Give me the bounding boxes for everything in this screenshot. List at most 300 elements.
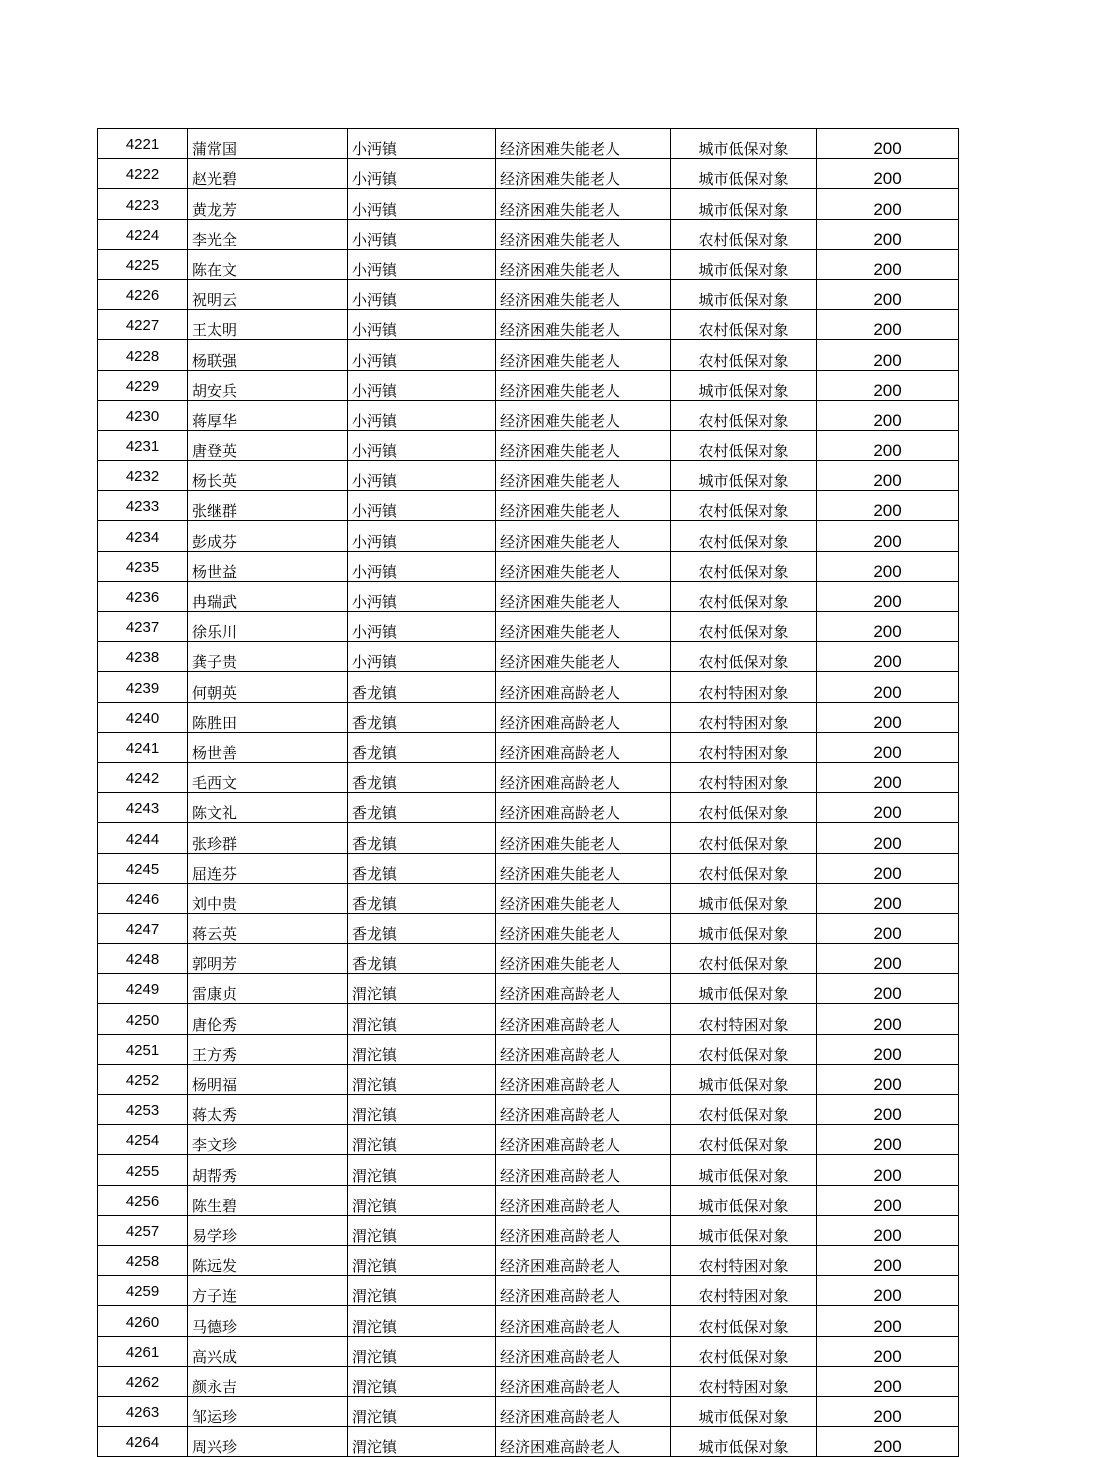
recipient-type-cell: 农村低保对象 xyxy=(671,1125,817,1155)
row-number-cell: 4233 xyxy=(98,491,188,521)
category-cell: 经济困难失能老人 xyxy=(496,340,671,370)
table-row xyxy=(98,1155,959,1185)
amount-cell: 200 xyxy=(817,1155,959,1185)
recipient-type-cell: 农村低保对象 xyxy=(671,944,817,974)
amount-cell: 200 xyxy=(817,1366,959,1396)
town-cell: 香龙镇 xyxy=(348,672,496,702)
table-row xyxy=(98,1185,959,1215)
amount-cell: 200 xyxy=(817,913,959,943)
town-cell: 渭沱镇 xyxy=(348,1245,496,1275)
row-number-cell: 4243 xyxy=(98,793,188,823)
category-cell: 经济困难高龄老人 xyxy=(496,762,671,792)
name-cell: 陈生碧 xyxy=(188,1185,348,1215)
category-cell: 经济困难失能老人 xyxy=(496,491,671,521)
category-cell: 经济困难失能老人 xyxy=(496,823,671,853)
town-cell: 香龙镇 xyxy=(348,944,496,974)
table-row xyxy=(98,1215,959,1245)
table-row xyxy=(98,732,959,762)
name-cell: 蒋云英 xyxy=(188,913,348,943)
recipient-type-cell: 城市低保对象 xyxy=(671,461,817,491)
row-number-cell: 4223 xyxy=(98,189,188,219)
category-cell: 经济困难高龄老人 xyxy=(496,732,671,762)
name-cell: 王太明 xyxy=(188,310,348,340)
category-cell: 经济困难失能老人 xyxy=(496,430,671,460)
table-row xyxy=(98,340,959,370)
recipient-type-cell: 城市低保对象 xyxy=(671,1064,817,1094)
name-cell: 何朝英 xyxy=(188,672,348,702)
name-cell: 彭成芬 xyxy=(188,521,348,551)
recipient-type-cell: 城市低保对象 xyxy=(671,913,817,943)
row-number-cell: 4259 xyxy=(98,1276,188,1306)
town-cell: 小沔镇 xyxy=(348,159,496,189)
amount-cell: 200 xyxy=(817,581,959,611)
town-cell: 小沔镇 xyxy=(348,370,496,400)
table-row xyxy=(98,279,959,309)
recipient-type-cell: 农村低保对象 xyxy=(671,581,817,611)
town-cell: 小沔镇 xyxy=(348,491,496,521)
town-cell: 小沔镇 xyxy=(348,461,496,491)
table-row xyxy=(98,400,959,430)
category-cell: 经济困难失能老人 xyxy=(496,521,671,551)
town-cell: 小沔镇 xyxy=(348,430,496,460)
row-number-cell: 4222 xyxy=(98,159,188,189)
amount-cell: 200 xyxy=(817,883,959,913)
amount-cell: 200 xyxy=(817,1336,959,1366)
amount-cell: 200 xyxy=(817,1276,959,1306)
name-cell: 毛西文 xyxy=(188,762,348,792)
name-cell: 刘中贵 xyxy=(188,883,348,913)
amount-cell: 200 xyxy=(817,521,959,551)
amount-cell: 200 xyxy=(817,1215,959,1245)
town-cell: 小沔镇 xyxy=(348,189,496,219)
name-cell: 杨联强 xyxy=(188,340,348,370)
category-cell: 经济困难失能老人 xyxy=(496,279,671,309)
row-number-cell: 4253 xyxy=(98,1095,188,1125)
table-row xyxy=(98,1095,959,1125)
table-row xyxy=(98,913,959,943)
row-number-cell: 4234 xyxy=(98,521,188,551)
category-cell: 经济困难失能老人 xyxy=(496,159,671,189)
category-cell: 经济困难高龄老人 xyxy=(496,974,671,1004)
subsidy-table xyxy=(97,128,959,1457)
category-cell: 经济困难高龄老人 xyxy=(496,1427,671,1457)
row-number-cell: 4225 xyxy=(98,249,188,279)
town-cell: 渭沱镇 xyxy=(348,1125,496,1155)
table-row xyxy=(98,1396,959,1426)
name-cell: 马德珍 xyxy=(188,1306,348,1336)
category-cell: 经济困难失能老人 xyxy=(496,219,671,249)
amount-cell: 200 xyxy=(817,370,959,400)
table-row xyxy=(98,762,959,792)
recipient-type-cell: 农村低保对象 xyxy=(671,219,817,249)
table-row xyxy=(98,883,959,913)
amount-cell: 200 xyxy=(817,642,959,672)
town-cell: 渭沱镇 xyxy=(348,1155,496,1185)
name-cell: 张珍群 xyxy=(188,823,348,853)
amount-cell: 200 xyxy=(817,1245,959,1275)
town-cell: 渭沱镇 xyxy=(348,1306,496,1336)
row-number-cell: 4242 xyxy=(98,762,188,792)
table-row xyxy=(98,370,959,400)
amount-cell: 200 xyxy=(817,1004,959,1034)
recipient-type-cell: 农村低保对象 xyxy=(671,612,817,642)
town-cell: 渭沱镇 xyxy=(348,1336,496,1366)
row-number-cell: 4264 xyxy=(98,1427,188,1457)
town-cell: 小沔镇 xyxy=(348,521,496,551)
table-row xyxy=(98,581,959,611)
name-cell: 蒋厚华 xyxy=(188,400,348,430)
amount-cell: 200 xyxy=(817,793,959,823)
amount-cell: 200 xyxy=(817,1095,959,1125)
table-row xyxy=(98,793,959,823)
row-number-cell: 4263 xyxy=(98,1396,188,1426)
town-cell: 渭沱镇 xyxy=(348,1064,496,1094)
town-cell: 渭沱镇 xyxy=(348,1396,496,1426)
town-cell: 小沔镇 xyxy=(348,279,496,309)
row-number-cell: 4238 xyxy=(98,642,188,672)
recipient-type-cell: 农村特困对象 xyxy=(671,672,817,702)
town-cell: 香龙镇 xyxy=(348,793,496,823)
amount-cell: 200 xyxy=(817,702,959,732)
row-number-cell: 4248 xyxy=(98,944,188,974)
table-row xyxy=(98,1336,959,1366)
town-cell: 小沔镇 xyxy=(348,340,496,370)
row-number-cell: 4224 xyxy=(98,219,188,249)
recipient-type-cell: 城市低保对象 xyxy=(671,883,817,913)
town-cell: 渭沱镇 xyxy=(348,1366,496,1396)
table-row xyxy=(98,1427,959,1457)
amount-cell: 200 xyxy=(817,1125,959,1155)
recipient-type-cell: 城市低保对象 xyxy=(671,279,817,309)
row-number-cell: 4255 xyxy=(98,1155,188,1185)
recipient-type-cell: 城市低保对象 xyxy=(671,1185,817,1215)
recipient-type-cell: 农村低保对象 xyxy=(671,642,817,672)
amount-cell: 200 xyxy=(817,1034,959,1064)
recipient-type-cell: 农村特困对象 xyxy=(671,1366,817,1396)
row-number-cell: 4261 xyxy=(98,1336,188,1366)
amount-cell: 200 xyxy=(817,189,959,219)
amount-cell: 200 xyxy=(817,551,959,581)
category-cell: 经济困难失能老人 xyxy=(496,551,671,581)
category-cell: 经济困难失能老人 xyxy=(496,461,671,491)
town-cell: 小沔镇 xyxy=(348,581,496,611)
table-row xyxy=(98,1064,959,1094)
table-row xyxy=(98,642,959,672)
category-cell: 经济困难失能老人 xyxy=(496,612,671,642)
table-row xyxy=(98,974,959,1004)
row-number-cell: 4230 xyxy=(98,400,188,430)
name-cell: 陈在文 xyxy=(188,249,348,279)
table-row xyxy=(98,944,959,974)
name-cell: 冉瑞武 xyxy=(188,581,348,611)
amount-cell: 200 xyxy=(817,1427,959,1457)
name-cell: 赵光碧 xyxy=(188,159,348,189)
table-row xyxy=(98,521,959,551)
table-row xyxy=(98,702,959,732)
category-cell: 经济困难高龄老人 xyxy=(496,1064,671,1094)
recipient-type-cell: 城市低保对象 xyxy=(671,974,817,1004)
amount-cell: 200 xyxy=(817,461,959,491)
amount-cell: 200 xyxy=(817,279,959,309)
table-row xyxy=(98,430,959,460)
row-number-cell: 4260 xyxy=(98,1306,188,1336)
recipient-type-cell: 农村低保对象 xyxy=(671,1095,817,1125)
amount-cell: 200 xyxy=(817,340,959,370)
category-cell: 经济困难高龄老人 xyxy=(496,1306,671,1336)
category-cell: 经济困难失能老人 xyxy=(496,370,671,400)
town-cell: 小沔镇 xyxy=(348,642,496,672)
row-number-cell: 4257 xyxy=(98,1215,188,1245)
town-cell: 小沔镇 xyxy=(348,310,496,340)
category-cell: 经济困难高龄老人 xyxy=(496,1215,671,1245)
town-cell: 渭沱镇 xyxy=(348,1276,496,1306)
name-cell: 陈文礼 xyxy=(188,793,348,823)
name-cell: 胡安兵 xyxy=(188,370,348,400)
table-row xyxy=(98,672,959,702)
recipient-type-cell: 农村低保对象 xyxy=(671,1034,817,1064)
town-cell: 香龙镇 xyxy=(348,732,496,762)
amount-cell: 200 xyxy=(817,823,959,853)
name-cell: 唐登英 xyxy=(188,430,348,460)
recipient-type-cell: 农村低保对象 xyxy=(671,793,817,823)
recipient-type-cell: 农村低保对象 xyxy=(671,1336,817,1366)
amount-cell: 200 xyxy=(817,1396,959,1426)
name-cell: 周兴珍 xyxy=(188,1427,348,1457)
recipient-type-cell: 城市低保对象 xyxy=(671,1396,817,1426)
table-row xyxy=(98,461,959,491)
town-cell: 渭沱镇 xyxy=(348,1215,496,1245)
amount-cell: 200 xyxy=(817,1306,959,1336)
category-cell: 经济困难失能老人 xyxy=(496,310,671,340)
row-number-cell: 4240 xyxy=(98,702,188,732)
category-cell: 经济困难高龄老人 xyxy=(496,1004,671,1034)
town-cell: 渭沱镇 xyxy=(348,974,496,1004)
category-cell: 经济困难高龄老人 xyxy=(496,1034,671,1064)
row-number-cell: 4229 xyxy=(98,370,188,400)
row-number-cell: 4249 xyxy=(98,974,188,1004)
category-cell: 经济困难高龄老人 xyxy=(496,1336,671,1366)
recipient-type-cell: 农村低保对象 xyxy=(671,521,817,551)
name-cell: 郭明芳 xyxy=(188,944,348,974)
name-cell: 蒋太秀 xyxy=(188,1095,348,1125)
town-cell: 小沔镇 xyxy=(348,551,496,581)
table-row xyxy=(98,1004,959,1034)
town-cell: 小沔镇 xyxy=(348,400,496,430)
recipient-type-cell: 城市低保对象 xyxy=(671,249,817,279)
amount-cell: 200 xyxy=(817,1185,959,1215)
row-number-cell: 4231 xyxy=(98,430,188,460)
table-row xyxy=(98,249,959,279)
row-number-cell: 4244 xyxy=(98,823,188,853)
row-number-cell: 4239 xyxy=(98,672,188,702)
table-row xyxy=(98,129,959,159)
amount-cell: 200 xyxy=(817,400,959,430)
recipient-type-cell: 农村低保对象 xyxy=(671,551,817,581)
name-cell: 蒲常国 xyxy=(188,129,348,159)
town-cell: 香龙镇 xyxy=(348,883,496,913)
row-number-cell: 4254 xyxy=(98,1125,188,1155)
category-cell: 经济困难高龄老人 xyxy=(496,702,671,732)
amount-cell: 200 xyxy=(817,219,959,249)
row-number-cell: 4237 xyxy=(98,612,188,642)
recipient-type-cell: 城市低保对象 xyxy=(671,1155,817,1185)
category-cell: 经济困难失能老人 xyxy=(496,913,671,943)
town-cell: 渭沱镇 xyxy=(348,1185,496,1215)
amount-cell: 200 xyxy=(817,974,959,1004)
name-cell: 王方秀 xyxy=(188,1034,348,1064)
name-cell: 陈远发 xyxy=(188,1245,348,1275)
category-cell: 经济困难高龄老人 xyxy=(496,1185,671,1215)
table-row xyxy=(98,491,959,521)
row-number-cell: 4228 xyxy=(98,340,188,370)
name-cell: 李光全 xyxy=(188,219,348,249)
town-cell: 香龙镇 xyxy=(348,853,496,883)
row-number-cell: 4250 xyxy=(98,1004,188,1034)
table-row xyxy=(98,551,959,581)
name-cell: 屈连芬 xyxy=(188,853,348,883)
category-cell: 经济困难失能老人 xyxy=(496,853,671,883)
name-cell: 雷康贞 xyxy=(188,974,348,1004)
category-cell: 经济困难高龄老人 xyxy=(496,793,671,823)
recipient-type-cell: 城市低保对象 xyxy=(671,1215,817,1245)
name-cell: 张继群 xyxy=(188,491,348,521)
recipient-type-cell: 农村低保对象 xyxy=(671,1306,817,1336)
category-cell: 经济困难高龄老人 xyxy=(496,1245,671,1275)
table-row xyxy=(98,159,959,189)
town-cell: 渭沱镇 xyxy=(348,1427,496,1457)
table-body xyxy=(98,129,959,1457)
table-row xyxy=(98,823,959,853)
table-row xyxy=(98,1306,959,1336)
recipient-type-cell: 农村低保对象 xyxy=(671,853,817,883)
amount-cell: 200 xyxy=(817,129,959,159)
recipient-type-cell: 农村特困对象 xyxy=(671,1276,817,1306)
amount-cell: 200 xyxy=(817,310,959,340)
name-cell: 方子连 xyxy=(188,1276,348,1306)
amount-cell: 200 xyxy=(817,491,959,521)
amount-cell: 200 xyxy=(817,853,959,883)
table-row xyxy=(98,1125,959,1155)
category-cell: 经济困难高龄老人 xyxy=(496,1095,671,1125)
row-number-cell: 4235 xyxy=(98,551,188,581)
name-cell: 高兴成 xyxy=(188,1336,348,1366)
amount-cell: 200 xyxy=(817,249,959,279)
town-cell: 渭沱镇 xyxy=(348,1034,496,1064)
row-number-cell: 4246 xyxy=(98,883,188,913)
category-cell: 经济困难失能老人 xyxy=(496,129,671,159)
town-cell: 香龙镇 xyxy=(348,702,496,732)
category-cell: 经济困难失能老人 xyxy=(496,400,671,430)
row-number-cell: 4251 xyxy=(98,1034,188,1064)
row-number-cell: 4226 xyxy=(98,279,188,309)
row-number-cell: 4262 xyxy=(98,1366,188,1396)
row-number-cell: 4256 xyxy=(98,1185,188,1215)
name-cell: 杨世善 xyxy=(188,732,348,762)
recipient-type-cell: 城市低保对象 xyxy=(671,189,817,219)
row-number-cell: 4245 xyxy=(98,853,188,883)
row-number-cell: 4241 xyxy=(98,732,188,762)
town-cell: 渭沱镇 xyxy=(348,1004,496,1034)
name-cell: 杨明福 xyxy=(188,1064,348,1094)
category-cell: 经济困难失能老人 xyxy=(496,249,671,279)
town-cell: 渭沱镇 xyxy=(348,1095,496,1125)
name-cell: 颜永吉 xyxy=(188,1366,348,1396)
table-row xyxy=(98,612,959,642)
category-cell: 经济困难高龄老人 xyxy=(496,1366,671,1396)
town-cell: 香龙镇 xyxy=(348,762,496,792)
row-number-cell: 4236 xyxy=(98,581,188,611)
town-cell: 小沔镇 xyxy=(348,612,496,642)
category-cell: 经济困难高龄老人 xyxy=(496,1396,671,1426)
recipient-type-cell: 农村特困对象 xyxy=(671,1245,817,1275)
recipient-type-cell: 农村特困对象 xyxy=(671,702,817,732)
row-number-cell: 4227 xyxy=(98,310,188,340)
name-cell: 徐乐川 xyxy=(188,612,348,642)
table-row xyxy=(98,1366,959,1396)
recipient-type-cell: 农村低保对象 xyxy=(671,400,817,430)
amount-cell: 200 xyxy=(817,612,959,642)
category-cell: 经济困难高龄老人 xyxy=(496,1276,671,1306)
category-cell: 经济困难失能老人 xyxy=(496,642,671,672)
row-number-cell: 4258 xyxy=(98,1245,188,1275)
town-cell: 香龙镇 xyxy=(348,913,496,943)
name-cell: 陈胜田 xyxy=(188,702,348,732)
amount-cell: 200 xyxy=(817,672,959,702)
recipient-type-cell: 城市低保对象 xyxy=(671,1427,817,1457)
category-cell: 经济困难高龄老人 xyxy=(496,1155,671,1185)
row-number-cell: 4252 xyxy=(98,1064,188,1094)
town-cell: 小沔镇 xyxy=(348,249,496,279)
amount-cell: 200 xyxy=(817,944,959,974)
amount-cell: 200 xyxy=(817,762,959,792)
name-cell: 祝明云 xyxy=(188,279,348,309)
table-row xyxy=(98,310,959,340)
category-cell: 经济困难失能老人 xyxy=(496,944,671,974)
recipient-type-cell: 城市低保对象 xyxy=(671,129,817,159)
name-cell: 杨长英 xyxy=(188,461,348,491)
table-row xyxy=(98,219,959,249)
recipient-type-cell: 农村低保对象 xyxy=(671,823,817,853)
recipient-type-cell: 农村低保对象 xyxy=(671,340,817,370)
table-row xyxy=(98,1034,959,1064)
name-cell: 易学珍 xyxy=(188,1215,348,1245)
recipient-type-cell: 农村低保对象 xyxy=(671,430,817,460)
recipient-type-cell: 农村特困对象 xyxy=(671,762,817,792)
recipient-type-cell: 农村特困对象 xyxy=(671,1004,817,1034)
name-cell: 李文珍 xyxy=(188,1125,348,1155)
town-cell: 小沔镇 xyxy=(348,219,496,249)
recipient-type-cell: 农村低保对象 xyxy=(671,310,817,340)
amount-cell: 200 xyxy=(817,1064,959,1094)
name-cell: 龚子贵 xyxy=(188,642,348,672)
amount-cell: 200 xyxy=(817,732,959,762)
name-cell: 胡帮秀 xyxy=(188,1155,348,1185)
row-number-cell: 4247 xyxy=(98,913,188,943)
category-cell: 经济困难高龄老人 xyxy=(496,672,671,702)
table-row xyxy=(98,853,959,883)
row-number-cell: 4232 xyxy=(98,461,188,491)
table-row xyxy=(98,189,959,219)
recipient-type-cell: 农村特困对象 xyxy=(671,732,817,762)
name-cell: 唐伦秀 xyxy=(188,1004,348,1034)
name-cell: 黄龙芳 xyxy=(188,189,348,219)
name-cell: 邹运珍 xyxy=(188,1396,348,1426)
amount-cell: 200 xyxy=(817,159,959,189)
recipient-type-cell: 城市低保对象 xyxy=(671,159,817,189)
recipient-type-cell: 农村低保对象 xyxy=(671,491,817,521)
town-cell: 香龙镇 xyxy=(348,823,496,853)
category-cell: 经济困难失能老人 xyxy=(496,189,671,219)
